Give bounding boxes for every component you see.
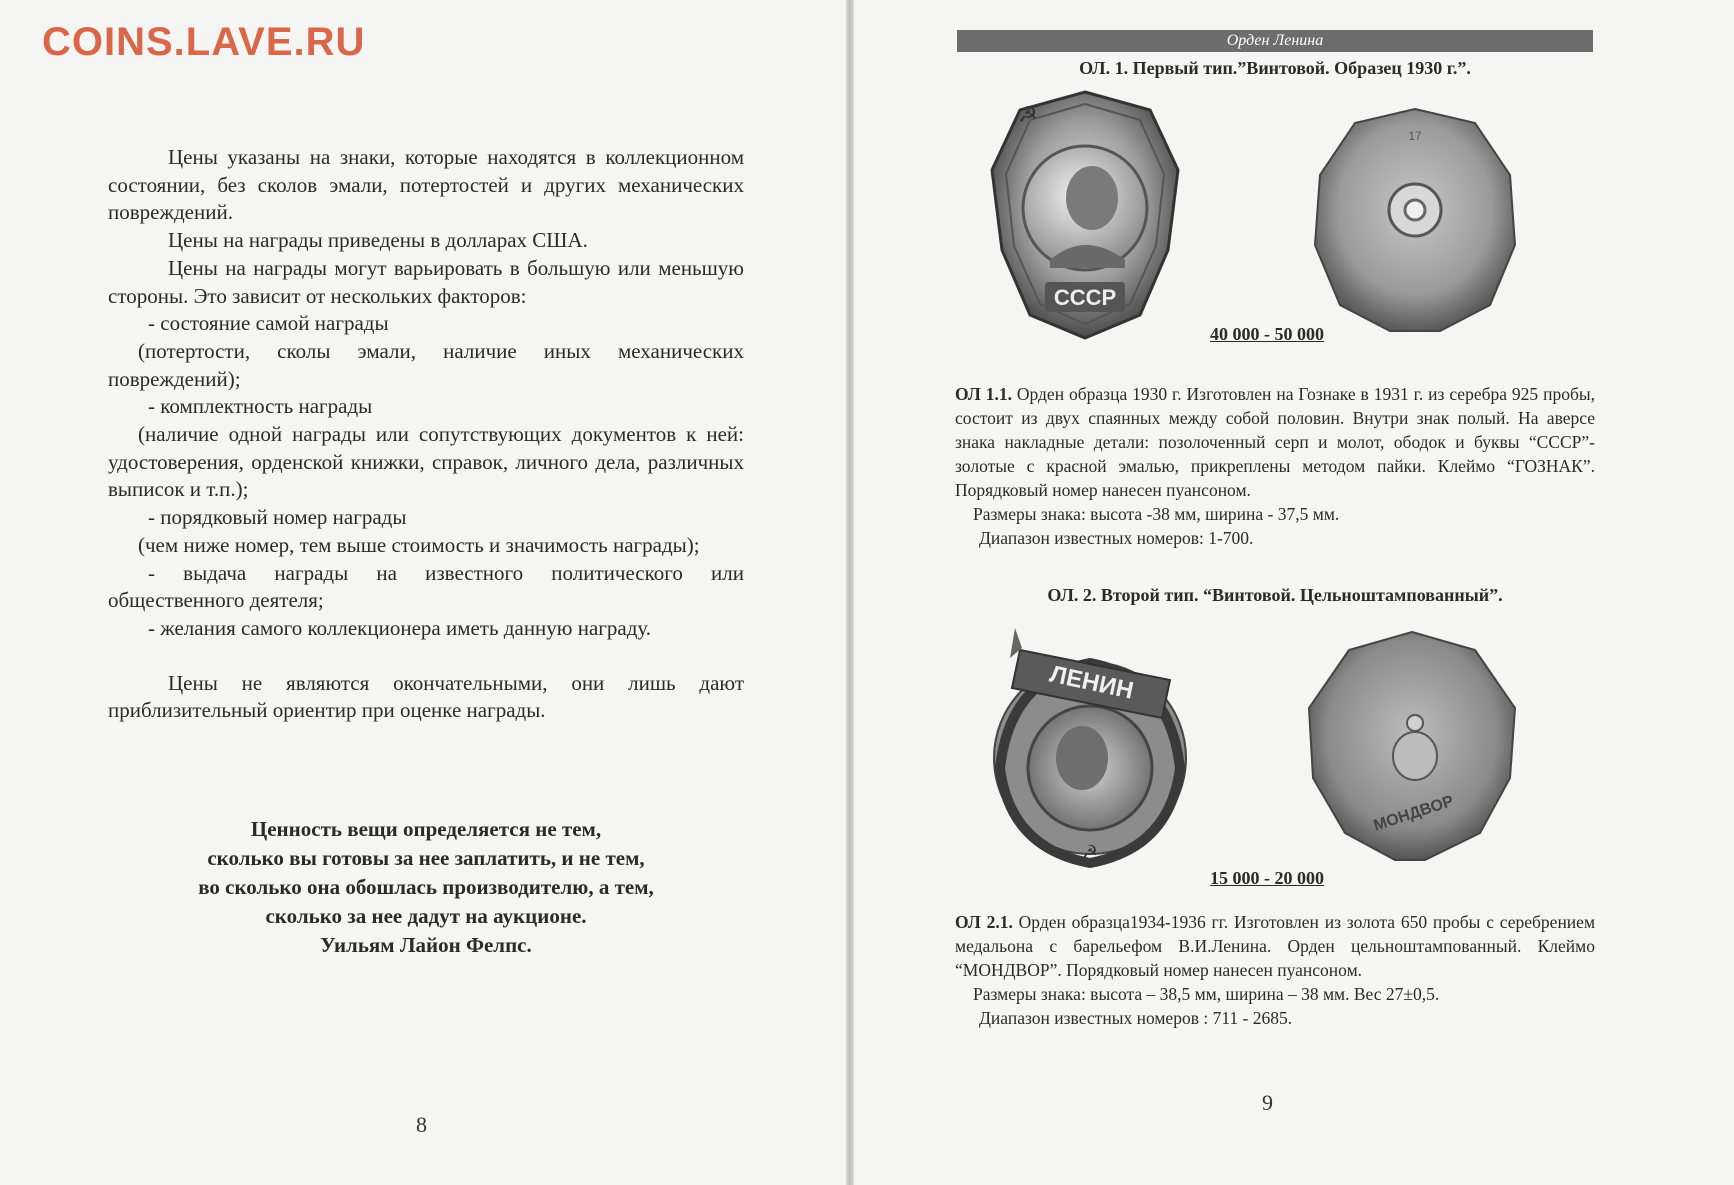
order-lenin-type1-obverse-image bbox=[990, 90, 1180, 340]
paragraph: Цены на награды приведены в долларах США. bbox=[168, 228, 588, 253]
size-info: Размеры знака: высота -38 мм, ширина - 37,5 мм. bbox=[973, 504, 1340, 524]
factor-item: - порядковый номер награды bbox=[148, 505, 407, 530]
quote-line: Ценность вещи определяется не тем, bbox=[250, 817, 602, 841]
page-number-left: 8 bbox=[416, 1112, 427, 1137]
factor-item: - выдача награды на известного политического или общественного деятеля; bbox=[108, 560, 744, 613]
factor-detail: (наличие одной награды или сопутствующих документов к ней: удостоверения, орденской книжки, справок, личного дела, различных выписок и т.п.); bbox=[108, 422, 744, 502]
factor-item: - комплектность награды bbox=[148, 394, 373, 419]
page-number-right: 9 bbox=[1262, 1090, 1273, 1115]
paragraph: Цены не являются окончательными, они лишь дают приблизительный ориентир при оценке награды. bbox=[108, 670, 744, 723]
section1-description bbox=[955, 382, 1595, 550]
quote-line: во сколько она обошлась производителю, а тем, bbox=[198, 875, 654, 899]
desc-label: ОЛ 2.1. bbox=[955, 912, 1013, 932]
order-lenin-type1-reverse-image bbox=[1310, 105, 1520, 335]
section-header: Орден Ленина bbox=[957, 30, 1593, 52]
factor-item: - желания самого коллекционера иметь данную награду. bbox=[148, 615, 652, 640]
svg-text:☭: ☭ bbox=[1081, 842, 1099, 863]
quote-line: сколько за нее дадут на аукционе. bbox=[265, 904, 587, 928]
order-lenin-type2-obverse-image bbox=[990, 618, 1200, 868]
order-lenin-type2-reverse-image bbox=[1305, 628, 1520, 863]
paragraph: Цены на награды могут варьировать в большую или меньшую стороны. Это зависит от нескольких факторов: bbox=[108, 255, 744, 308]
desc-label: ОЛ 1.1. bbox=[955, 384, 1012, 404]
factor-item: - состояние самой награды bbox=[148, 311, 389, 336]
factor-detail: (чем ниже номер, тем выше стоимость и значимость награды); bbox=[138, 532, 700, 557]
section1-price: 40 000 - 50 000 bbox=[1210, 324, 1324, 344]
quote-line: сколько вы готовы за нее заплатить, и не тем, bbox=[207, 846, 645, 870]
number-range: Диапазон известных номеров: 1-700. bbox=[979, 528, 1254, 548]
number-range: Диапазон известных номеров : 711 - 2685. bbox=[979, 1008, 1293, 1028]
left-page-body bbox=[108, 144, 744, 725]
medal-inscription: СССР bbox=[1053, 285, 1117, 310]
quote-author: Уильям Лайон Фелпс. bbox=[320, 933, 532, 957]
banner-inscription: ЛЕНИН bbox=[1047, 660, 1136, 705]
paragraph: Цены указаны на знаки, которые находятся в коллекционном состоянии, без сколов эмали, потертостей и других механических повреждений. bbox=[108, 145, 744, 225]
reverse-stamp: МОНДВОР bbox=[1371, 792, 1456, 835]
watermark-logo: COINS.LAVE.RU bbox=[42, 20, 366, 64]
book-spine bbox=[846, 0, 854, 1185]
section2-price: 15 000 - 20 000 bbox=[1210, 868, 1324, 888]
reverse-number: 17 bbox=[1408, 129, 1422, 143]
section2-description bbox=[955, 910, 1595, 1030]
desc-text: Орден образца 1930 г. Изготовлен на Гознаке в 1931 г. из серебра 925 пробы, состоит из двух спаянных между собой половин. Внутри знак полый. На аверсе знака накладные детали: позолоченный серп и молот, ободок и буквы “СССР”- золотые с красной эмалью, прикреплены методом пайки. Клеймо “ГОЗНАК”. Порядковый номер нанесен пуансоном. bbox=[955, 384, 1595, 500]
desc-text: Орден образца1934-1936 гг. Изготовлен из золота 650 пробы с серебрением медальона с барельефом В.И.Ленина. Орден цельноштампованный. Клеймо “МОНДВОР”. Порядковый номер нанесен пуансоном. bbox=[955, 912, 1596, 980]
section1-heading: ОЛ. 1. Первый тип.”Винтовой. Образец 1930 г.”. bbox=[1079, 58, 1471, 78]
size-info: Размеры знака: высота – 38,5 мм, ширина – 38 мм. Вес 27±0,5. bbox=[973, 984, 1440, 1004]
factor-detail: (потертости, сколы эмали, наличие иных механических повреждений); bbox=[108, 338, 744, 391]
svg-text:☭: ☭ bbox=[1018, 103, 1038, 128]
section2-heading: ОЛ. 2. Второй тип. “Винтовой. Цельноштампованный”. bbox=[1047, 585, 1503, 605]
epigraph-quote bbox=[108, 815, 744, 960]
